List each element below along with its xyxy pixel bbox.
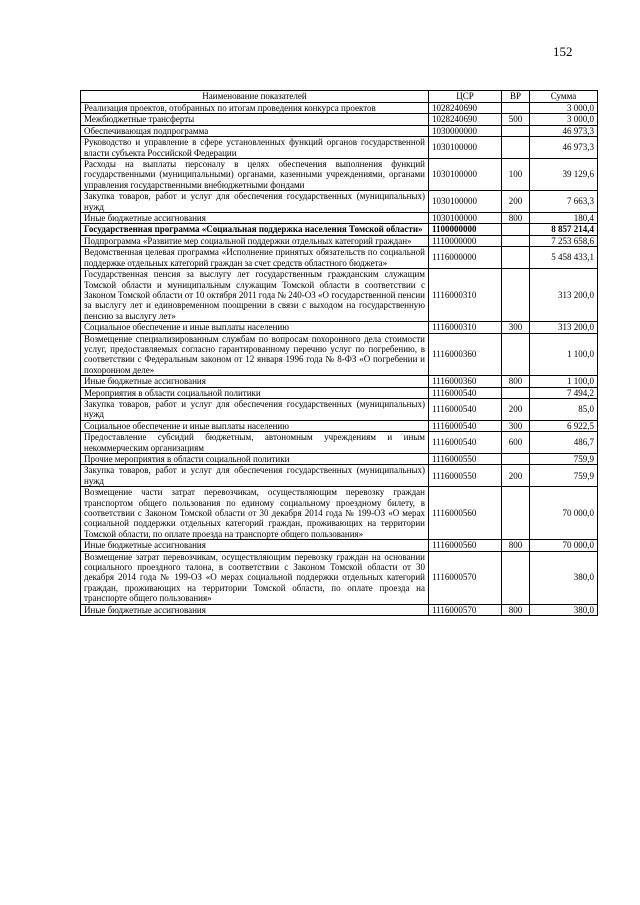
row-vr-cell: 800 [502, 604, 530, 615]
row-csr-cell: 1116000360 [429, 333, 502, 376]
row-vr-cell: 100 [502, 159, 530, 191]
row-csr-cell: 1030100000 [429, 159, 502, 191]
row-vr-cell [502, 551, 530, 604]
row-name-cell: Расходы на выплаты персоналу в целях обеспечения выполнения функций государственными (муниципальными) органами, казенными учреждениями, органами управления государственными внебюджетными фондами [81, 159, 429, 191]
table-row [81, 269, 598, 322]
table-row [81, 420, 598, 431]
row-vr-cell [502, 454, 530, 465]
row-csr-cell: 1116000560 [429, 487, 502, 540]
row-sum-cell: 6 922,5 [530, 420, 598, 431]
table-row [81, 333, 598, 376]
row-sum-cell: 759,9 [530, 454, 598, 465]
row-csr-cell: 1030100000 [429, 191, 502, 213]
row-csr-cell: 1110000000 [429, 235, 502, 246]
row-sum-cell: 39 129,6 [530, 159, 598, 191]
table-row [81, 387, 598, 398]
row-sum-cell: 180,4 [530, 213, 598, 224]
row-vr-cell: 800 [502, 213, 530, 224]
row-csr-cell: 1116000000 [429, 247, 502, 269]
row-vr-cell [502, 247, 530, 269]
row-name-cell: Ведомственная целевая программа «Исполнение принятых обязательств по социальной поддержке отдельных категорий граждан за счет средств областного бюджета» [81, 247, 429, 269]
row-vr-cell [502, 333, 530, 376]
row-csr-cell: 1116000310 [429, 322, 502, 333]
table-row [81, 376, 598, 387]
row-sum-cell: 7 253 658,6 [530, 235, 598, 246]
row-vr-cell: 200 [502, 465, 530, 487]
row-name-cell: Предоставление субсидий бюджетным, автономным учреждениям и иным некоммерческим организациям [81, 432, 429, 454]
table-row [81, 103, 598, 114]
row-sum-cell: 313 200,0 [530, 322, 598, 333]
row-sum-cell: 46 973,3 [530, 137, 598, 159]
row-sum-cell: 8 857 214,4 [530, 224, 598, 235]
table-row [81, 191, 598, 213]
row-sum-cell: 759,9 [530, 465, 598, 487]
row-name-cell: Государственная пенсия за выслугу лет государственным гражданским служащим Томской области и муниципальным служащим Томской области в соответствии с Законом Томской области от 10 октября 2011 года № 240-ОЗ «О государственной пенсии за выслугу лет и единовременном поощрении в связи с выходом на государственную пенсию за выслугу лет» [81, 269, 429, 322]
row-name-cell: Иные бюджетные ассигнования [81, 540, 429, 551]
row-csr-cell: 1030100000 [429, 213, 502, 224]
row-vr-cell: 800 [502, 376, 530, 387]
row-vr-cell [502, 224, 530, 235]
row-csr-cell: 1030000000 [429, 125, 502, 136]
row-csr-cell: 1116000310 [429, 269, 502, 322]
table-row [81, 454, 598, 465]
table-row [81, 235, 598, 246]
table-row [81, 137, 598, 159]
row-sum-cell: 313 200,0 [530, 269, 598, 322]
row-vr-cell: 600 [502, 432, 530, 454]
row-csr-cell: 1116000550 [429, 465, 502, 487]
row-sum-cell: 1 100,0 [530, 333, 598, 376]
table-row [81, 213, 598, 224]
row-name-cell: Межбюджетные трансферты [81, 114, 429, 125]
row-name-cell: Социальное обеспечение и иные выплаты населению [81, 322, 429, 333]
row-vr-cell [502, 387, 530, 398]
table-row [81, 398, 598, 420]
table-row [81, 540, 598, 551]
row-csr-cell: 1028240690 [429, 114, 502, 125]
row-sum-cell: 486,7 [530, 432, 598, 454]
row-csr-cell: 1116000570 [429, 551, 502, 604]
row-sum-cell: 5 458 433,1 [530, 247, 598, 269]
row-sum-cell: 7 663,3 [530, 191, 598, 213]
table-row [81, 114, 598, 125]
header-sum: Сумма [530, 91, 598, 103]
row-name-cell: Возмещение затрат перевозчикам, осуществляющим перевозку граждан на основании социального проездного талона, в соответствии с Законом Томской области от 30 декабря 2014 года № 199-ОЗ «О мерах социальной поддержки отдельных категорий граждан, проживающих на территории Томской области, по оплате проезда на транспорте общего пользования» [81, 551, 429, 604]
row-vr-cell: 500 [502, 114, 530, 125]
row-sum-cell: 3 000,0 [530, 103, 598, 114]
row-sum-cell: 85,0 [530, 398, 598, 420]
table-row [81, 322, 598, 333]
row-name-cell: Реализация проектов, отобранных по итогам проведения конкурса проектов [81, 103, 429, 114]
row-vr-cell: 300 [502, 322, 530, 333]
row-sum-cell: 3 000,0 [530, 114, 598, 125]
table-row [81, 432, 598, 454]
row-vr-cell [502, 137, 530, 159]
row-vr-cell [502, 103, 530, 114]
row-sum-cell: 70 000,0 [530, 487, 598, 540]
row-csr-cell: 1116000360 [429, 376, 502, 387]
table-row [81, 224, 598, 235]
row-vr-cell [502, 487, 530, 540]
row-vr-cell: 200 [502, 191, 530, 213]
row-name-cell: Прочие мероприятия в области социальной политики [81, 454, 429, 465]
row-name-cell: Закупка товаров, работ и услуг для обеспечения государственных (муниципальных) нужд [81, 465, 429, 487]
row-csr-cell: 1116000560 [429, 540, 502, 551]
page-number: 152 [553, 44, 573, 59]
row-vr-cell: 300 [502, 420, 530, 431]
row-name-cell: Возмещение специализированным службам по вопросам похоронного дела стоимости услуг, предоставляемых согласно гарантированному перечню услуг по погребению, в соответствии с Федеральным законом от 12 января 1996 года № 8-ФЗ «О погребении и похоронном деле» [81, 333, 429, 376]
row-name-cell: Возмещение части затрат перевозчикам, осуществляющим перевозку граждан транспортом общего пользования по единому социальному проездному билету, в соответствии с Законом Томской области от 30 декабря 2014 года № 199-ОЗ «О мерах социальной поддержки отдельных категорий граждан, проживающих на территории Томской области, по оплате проезда на транспорте общего пользования» [81, 487, 429, 540]
row-sum-cell: 7 494,2 [530, 387, 598, 398]
row-name-cell: Закупка товаров, работ и услуг для обеспечения государственных (муниципальных) нужд [81, 398, 429, 420]
row-sum-cell: 380,0 [530, 604, 598, 615]
row-sum-cell: 380,0 [530, 551, 598, 604]
row-csr-cell: 1116000540 [429, 387, 502, 398]
row-sum-cell: 46 973,3 [530, 125, 598, 136]
row-name-cell: Подпрограмма «Развитие мер социальной поддержки отдельных категорий граждан» [81, 235, 429, 246]
row-csr-cell: 1116000540 [429, 432, 502, 454]
row-name-cell: Иные бюджетные ассигнования [81, 376, 429, 387]
row-name-cell: Социальное обеспечение и иные выплаты населению [81, 420, 429, 431]
row-csr-cell: 1100000000 [429, 224, 502, 235]
row-csr-cell: 1116000550 [429, 454, 502, 465]
table-row [81, 159, 598, 191]
row-name-cell: Обеспечивающая подпрограмма [81, 125, 429, 136]
table-header-row [81, 91, 598, 103]
header-csr: ЦСР [429, 91, 502, 103]
table-row [81, 551, 598, 604]
row-vr-cell: 800 [502, 540, 530, 551]
table-row [81, 125, 598, 136]
row-csr-cell: 1116000540 [429, 420, 502, 431]
row-sum-cell: 1 100,0 [530, 376, 598, 387]
row-vr-cell: 200 [502, 398, 530, 420]
row-vr-cell [502, 235, 530, 246]
row-vr-cell [502, 269, 530, 322]
header-vr: ВР [502, 91, 530, 103]
budget-table [80, 90, 598, 616]
row-csr-cell: 1116000540 [429, 398, 502, 420]
table-row [81, 604, 598, 615]
row-name-cell: Иные бюджетные ассигнования [81, 213, 429, 224]
row-name-cell: Мероприятия в области социальной политики [81, 387, 429, 398]
row-name-cell: Государственная программа «Социальная поддержка населения Томской области» [81, 224, 429, 235]
row-csr-cell: 1116000570 [429, 604, 502, 615]
row-name-cell: Иные бюджетные ассигнования [81, 604, 429, 615]
row-vr-cell [502, 125, 530, 136]
table-body [81, 103, 598, 616]
row-name-cell: Закупка товаров, работ и услуг для обеспечения государственных (муниципальных) нужд [81, 191, 429, 213]
table-row [81, 247, 598, 269]
row-name-cell: Руководство и управление в сфере установленных функций органов государственной власти субъекта Российской Федерации [81, 137, 429, 159]
table-row [81, 487, 598, 540]
table-row [81, 465, 598, 487]
row-csr-cell: 1028240690 [429, 103, 502, 114]
row-csr-cell: 1030100000 [429, 137, 502, 159]
row-sum-cell: 70 000,0 [530, 540, 598, 551]
header-name: Наименование показателей [81, 91, 429, 103]
